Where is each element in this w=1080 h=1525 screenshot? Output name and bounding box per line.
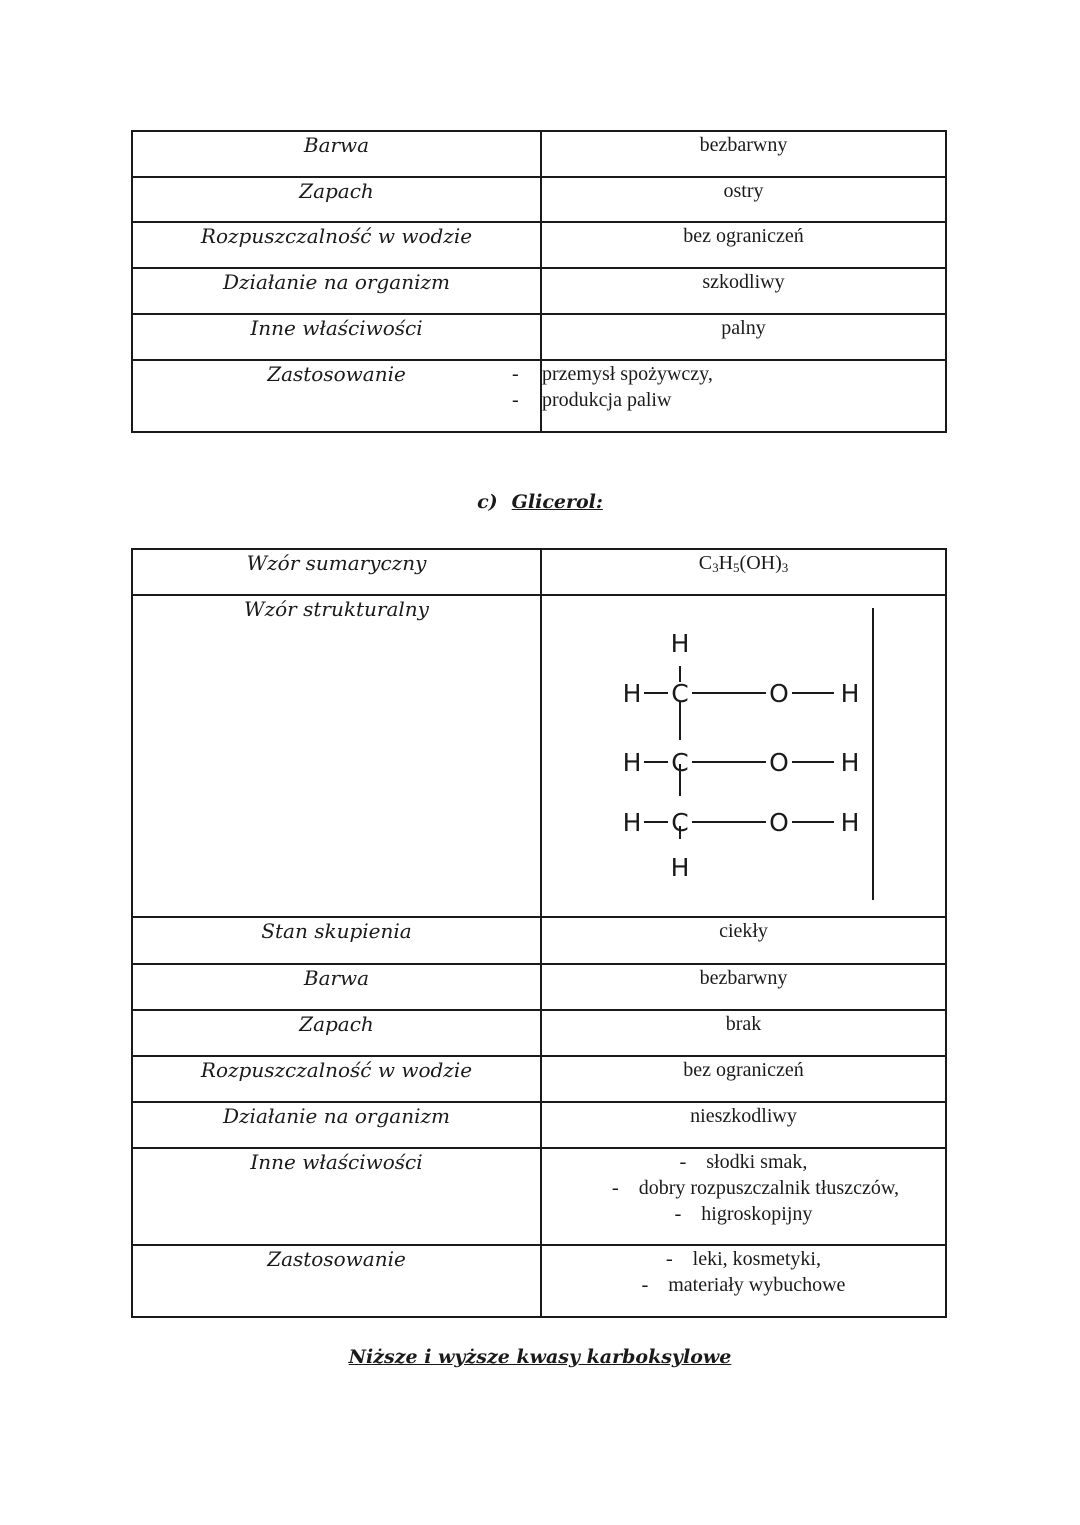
properties-table-glicerol [131,548,947,1318]
table-row [132,1056,946,1102]
svg-text:O: O [769,808,789,837]
section-marker: c) [477,491,498,513]
row-value: bez ograniczeń [541,1056,946,1102]
table-row [132,1148,946,1245]
glycerol-structural-formula [542,596,948,916]
section-title: Glicerol: [511,491,603,513]
table-row [132,1245,946,1317]
bottom-heading: Niższe i wyższe kwasy karboksylowe [348,1346,732,1368]
table-row [132,360,946,432]
table-row [132,917,946,964]
usage-list [542,1246,945,1298]
row-value: palny [541,314,946,360]
svg-text:O: O [769,679,789,708]
usage-list [542,361,945,413]
row-value-list [541,1245,946,1317]
row-value: bezbarwny [541,964,946,1010]
svg-text:C: C [671,808,689,837]
svg-text:H: H [622,808,642,837]
row-value-list [541,1148,946,1245]
row-label: Wzór strukturalny [132,595,541,917]
table-row [132,314,946,360]
row-label: Barwa [132,131,541,177]
svg-text:H: H [670,629,690,658]
list-item: - przemysł spożywczy, [542,361,945,387]
list-item: - - materiały wybuchowe [542,1272,945,1298]
row-value: szkodliwy [541,268,946,314]
row-value: ostry [541,177,946,222]
section-heading-glicerol [0,491,1080,513]
svg-text:H: H [840,748,860,777]
svg-text:H: H [840,808,860,837]
row-label: Wzór sumaryczny [132,549,541,595]
list-item: - - leki, kosmetyki, [542,1246,945,1272]
row-value-list [541,360,946,432]
row-label: Zapach [132,1010,541,1056]
list-item: - produkcja paliw [542,387,945,413]
svg-text:H: H [840,679,860,708]
row-label: Stan skupienia [132,917,541,964]
row-label: Zastosowanie [132,360,541,432]
structural-formula-cell [541,595,946,917]
row-label: Rozpuszczalność w wodzie [132,222,541,268]
table-row [132,1102,946,1148]
row-label: Działanie na organizm [132,1102,541,1148]
summary-formula: $C_3H_5(OH)_3$ [541,549,946,595]
row-label: Inne właściwości [132,314,541,360]
row-value: bezbarwny [541,131,946,177]
table-row [132,964,946,1010]
row-value: ciekły [541,917,946,964]
row-label: Zapach [132,177,541,222]
svg-text:O: O [769,748,789,777]
row-label: Barwa [132,964,541,1010]
table-row [132,1010,946,1056]
table-row [132,131,946,177]
svg-text:H: H [622,748,642,777]
svg-text:C: C [671,748,689,777]
table-row [132,595,946,917]
row-value: nieszkodliwy [541,1102,946,1148]
table-row [132,549,946,595]
svg-text:H: H [622,679,642,708]
row-label: Działanie na organizm [132,268,541,314]
row-value: bez ograniczeń [541,222,946,268]
row-label: Inne właściwości [132,1148,541,1245]
row-label: Zastosowanie [132,1245,541,1317]
table-row [132,222,946,268]
properties-table-previous [131,130,947,433]
svg-text:H: H [670,853,690,882]
row-value: brak [541,1010,946,1056]
list-item: - - dobry rozpuszczalnik tłuszczów, [542,1175,945,1201]
list-item: - - słodki smak, [542,1149,945,1175]
svg-text:C: C [671,679,689,708]
table-row [132,268,946,314]
table-row [132,177,946,222]
list-item: - - higroskopijny [542,1201,945,1227]
row-label: Rozpuszczalność w wodzie [132,1056,541,1102]
other-properties-list [542,1149,945,1227]
